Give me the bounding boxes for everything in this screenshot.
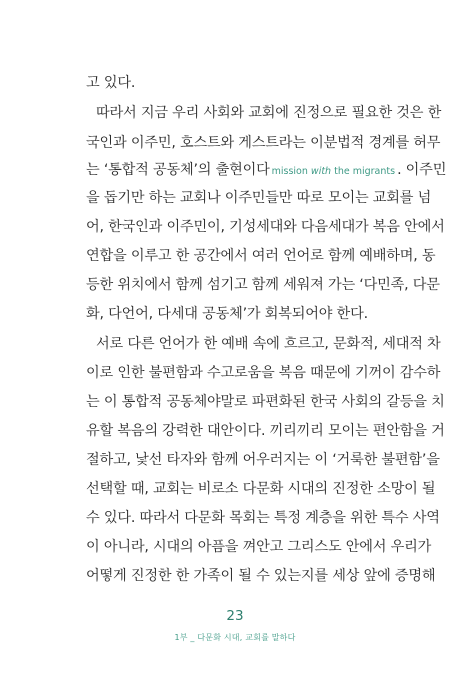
gloss-italic: with	[310, 166, 332, 177]
page-number: 23	[226, 608, 244, 624]
body-line-2: 따라서 지금 우리 사회와 교회에 진정으로 필요한 것은 한	[96, 105, 442, 121]
body-line-7: 연합을 이루고 한 공간에서 여러 언어로 함께 예배하며, 동	[86, 248, 436, 264]
body-line-15: 선택할 때, 교회는 비로소 다문화 시대의 진정한 소망이 될	[86, 481, 436, 497]
body-line-12: 는 이 통합적 공동체야말로 파편화된 한국 사회의 갈등을 치	[86, 394, 445, 410]
body-line-14: 절하고, 낯선 타자와 함께 어우러지는 이 ‘거룩한 불편함’을	[86, 452, 440, 468]
body-line-18: 어떻게 진정한 한 가족이 될 수 있는지를 세상 앞에 증명해	[86, 568, 436, 584]
body-line-4-tail: . 이주민	[397, 162, 447, 178]
body-line-3: 국인과 이주민, 호스트와 게스트라는 이분법적 경계를 허무	[86, 135, 441, 151]
body-line-4-text: 는 ‘통합적 공동체’의 출현이다	[86, 162, 270, 178]
body-line-5: 을 돕기만 하는 교회나 이주민들만 따로 모이는 교회를 넘	[86, 190, 432, 206]
body-line-10: 서로 다른 언어가 한 예배 속에 흐르고, 문화적, 세대적 차	[96, 336, 441, 352]
english-gloss: mission with the migrants	[271, 166, 396, 177]
body-line-1: 고 있다.	[86, 75, 136, 91]
body-line-16: 수 있다. 따라서 다문화 목회는 특정 계층을 위한 특수 사역	[86, 510, 440, 526]
body-line-11: 이로 인한 불편함과 수고로움을 복음 때문에 기꺼이 감수하	[86, 365, 441, 381]
body-line-4	[86, 160, 447, 182]
body-line-6: 어, 한국인과 이주민이, 기성세대와 다음세대가 복음 안에서	[86, 219, 445, 235]
body-line-9: 화, 다언어, 다세대 공동체’가 회복되어야 한다.	[86, 306, 368, 322]
body-line-17: 이 아니라, 시대의 아픔을 껴안고 그리스도 안에서 우리가	[86, 539, 432, 555]
body-line-8: 등한 위치에서 함께 섬기고 함께 세워져 가는 ‘다민족, 다문	[86, 277, 440, 293]
body-line-13: 유할 복음의 강력한 대안이다. 끼리끼리 모이는 편안함을 거	[86, 423, 445, 439]
running-footer: 1부 _ 다문화 시대, 교회를 말하다	[174, 633, 296, 642]
